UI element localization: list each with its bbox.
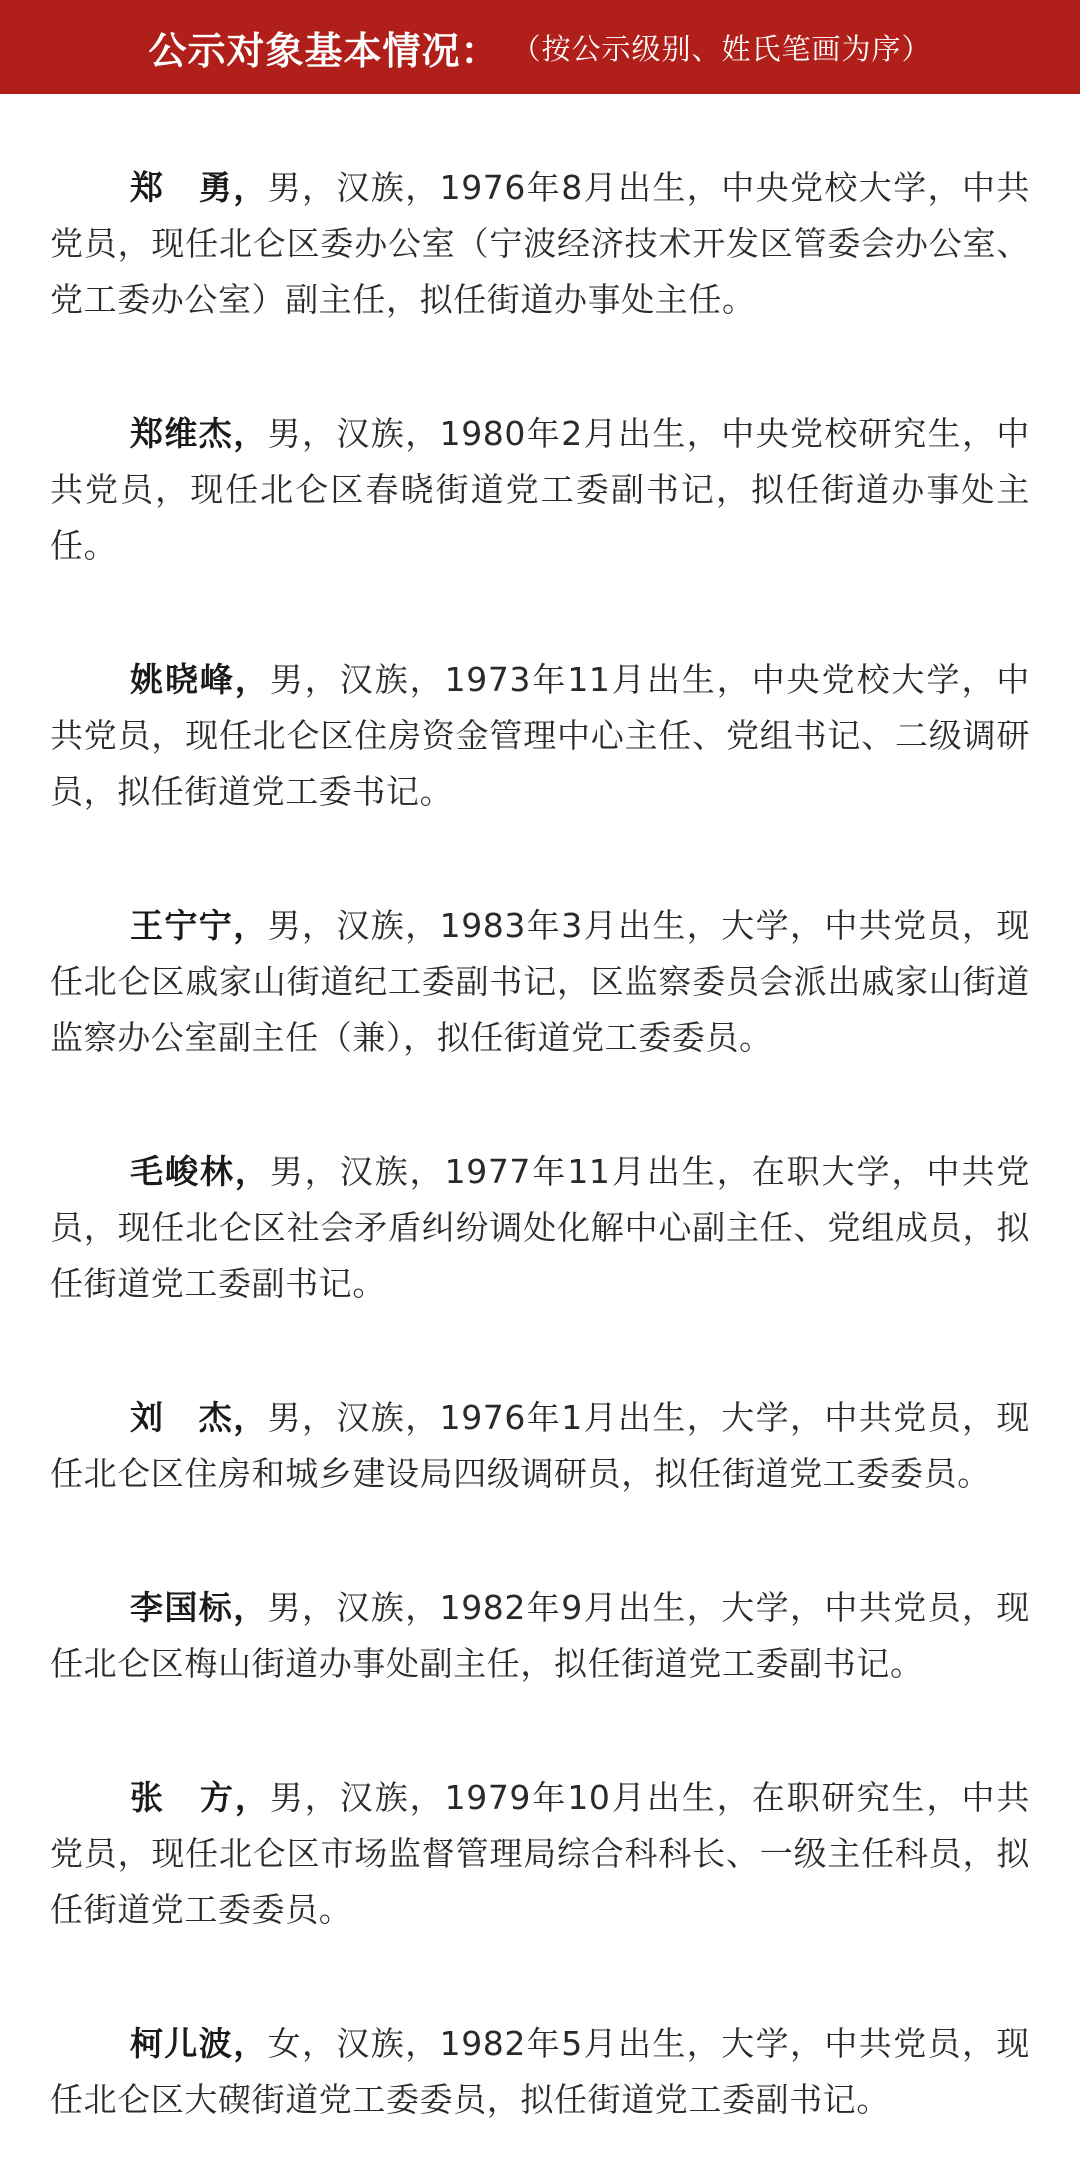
person-entry [50,1390,1030,1502]
person-name: 郑 勇， [130,168,268,207]
person-name: 张 方， [130,1778,270,1817]
person-description: 男，汉族，1973年11月出生，中央党校大学，中共党员，现任北仑区住房资金管理中心主任、党组书记、二级调研员，拟任街道党工委书记。 [50,660,1031,811]
person-name: 毛峻林， [130,1152,270,1191]
person-name: 刘 杰， [130,1398,268,1437]
person-name: 柯儿波， [130,2024,268,2063]
header-subtitle: （按公示级别、姓氏笔画为序） [511,31,932,66]
person-entry [50,160,1030,328]
person-name: 王宁宁， [130,906,268,945]
person-name: 姚晓峰， [130,660,270,699]
person-entry [50,1144,1030,1312]
header-bar [0,0,1080,94]
announcement-content [0,94,1080,2128]
header-title: 公示对象基本情况： [148,28,500,73]
person-entry [50,652,1030,820]
person-entry [50,1580,1030,1692]
person-description: 男，汉族，1977年11月出生，在职大学，中共党员，现任北仑区社会矛盾纠纷调处化解中心副主任、党组成员，拟任街道党工委副书记。 [50,1152,1031,1303]
person-entry [50,898,1030,1066]
person-description: 女，汉族，1982年5月出生，大学，中共党员，现任北仑区大碶街道党工委委员，拟任街道党工委副书记。 [50,2024,1030,2119]
person-name: 李国标， [130,1588,268,1627]
person-entry [50,2016,1030,2128]
person-description: 男，汉族，1976年1月出生，大学，中共党员，现任北仑区住房和城乡建设局四级调研员，拟任街道党工委委员。 [50,1398,1030,1493]
person-entry [50,1770,1030,1938]
person-description: 男，汉族，1983年3月出生，大学，中共党员，现任北仑区戚家山街道纪工委副书记，区监察委员会派出戚家山街道监察办公室副主任（兼），拟任街道党工委委员。 [50,906,1030,1057]
person-name: 郑维杰， [130,414,268,453]
person-entry [50,406,1030,574]
person-description: 男，汉族，1982年9月出生，大学，中共党员，现任北仑区梅山街道办事处副主任，拟任街道党工委副书记。 [50,1588,1030,1683]
person-description: 男，汉族，1976年8月出生，中央党校大学，中共党员，现任北仑区委办公室（宁波经济技术开发区管委会办公室、党工委办公室）副主任，拟任街道办事处主任。 [50,168,1030,319]
person-description: 男，汉族，1979年10月出生，在职研究生，中共党员，现任北仑区市场监督管理局综合科科长、一级主任科员，拟任街道党工委委员。 [50,1778,1031,1929]
person-description: 男，汉族，1980年2月出生，中央党校研究生，中共党员，现任北仑区春晓街道党工委副书记，拟任街道办事处主任。 [50,414,1030,565]
